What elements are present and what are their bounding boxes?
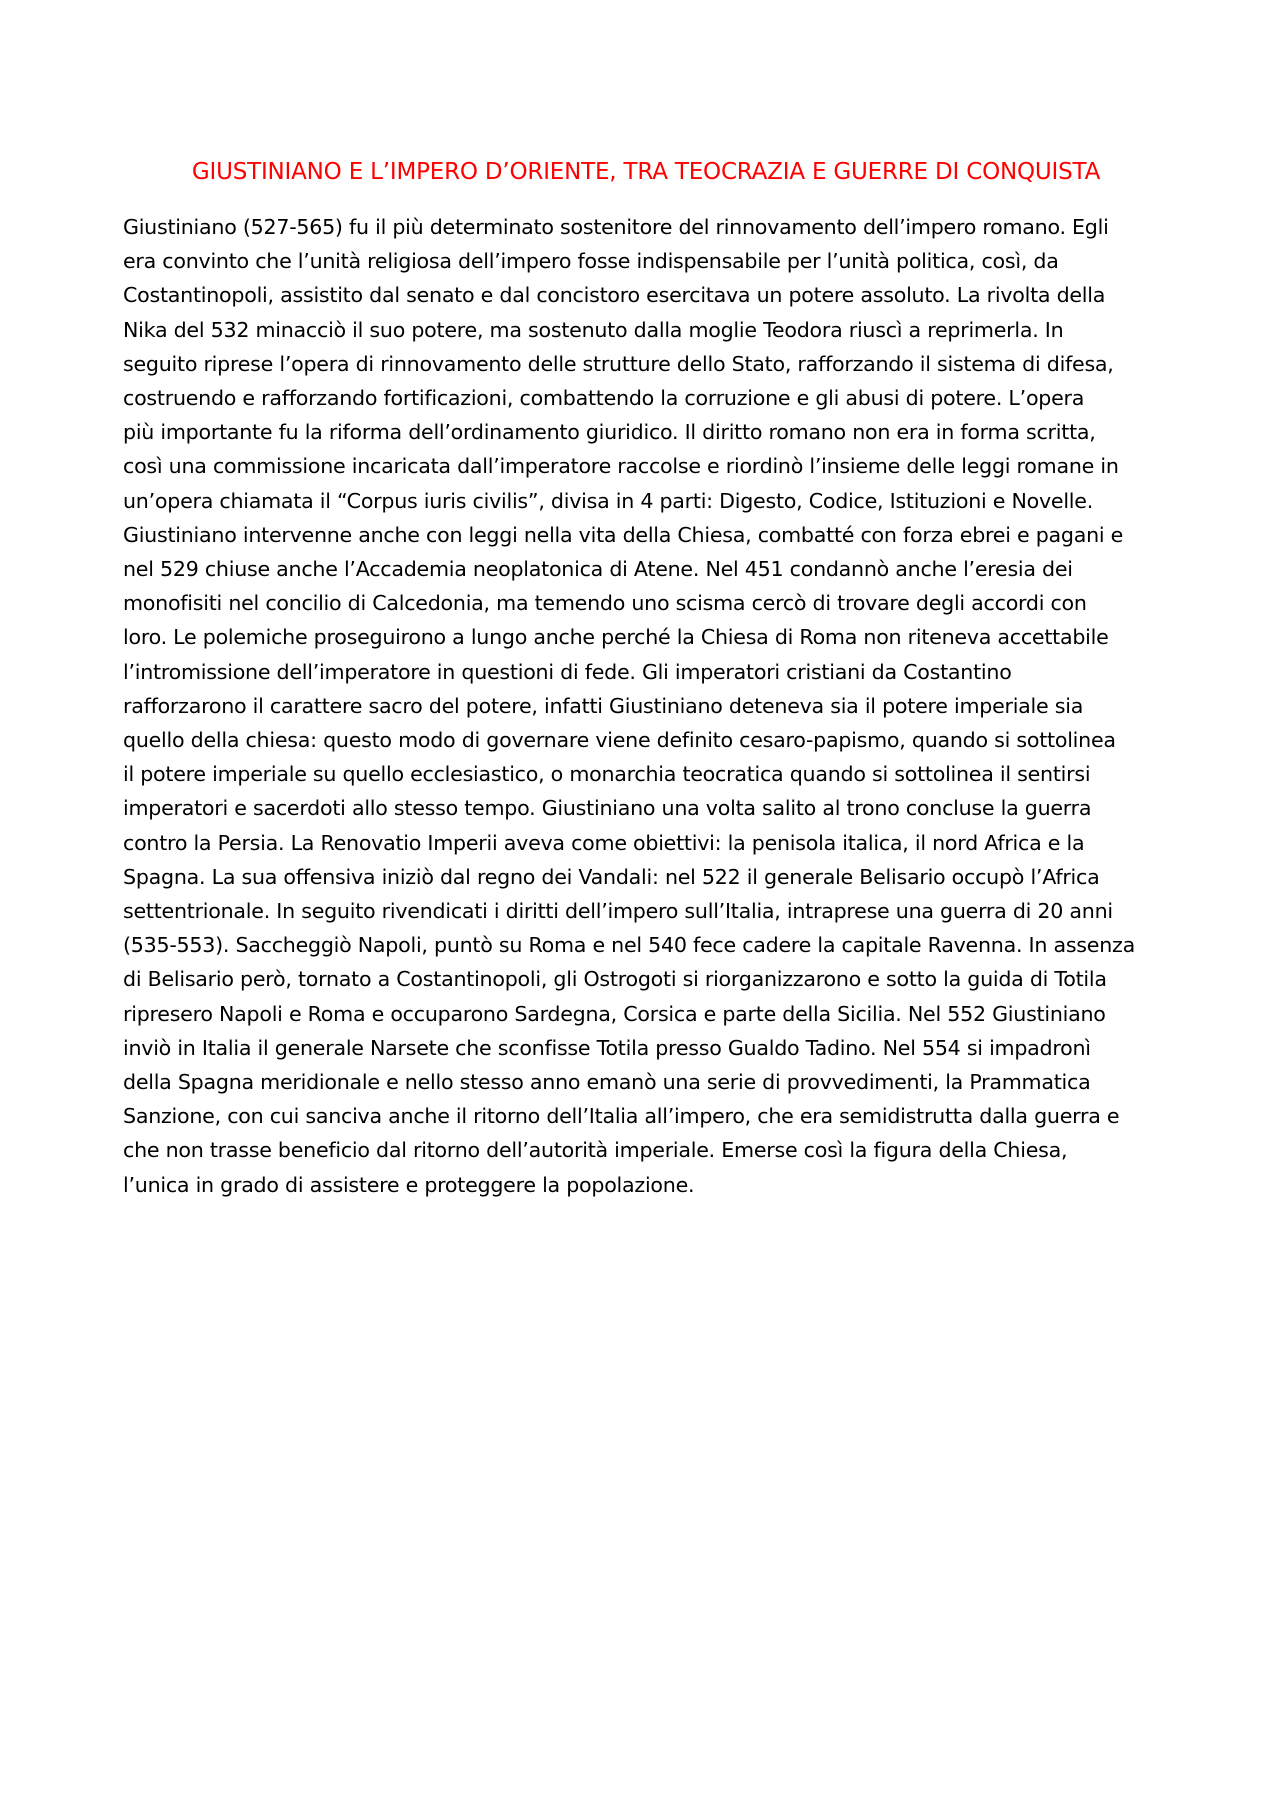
paragraph-line: il potere imperiale su quello ecclesiastico, o monarchia teocratica quando si sottolinea il sentirsi	[123, 762, 1091, 787]
paragraph-line: che non trasse beneficio dal ritorno dell’autorità imperiale. Emerse così la figura della Chiesa,	[123, 1138, 1068, 1163]
paragraph-line: così una commissione incaricata dall’imperatore raccolse e riordinò l’insieme delle leggi romane in	[123, 454, 1119, 479]
paragraph-line: Sanzione, con cui sanciva anche il ritorno dell’Italia all’impero, che era semidistrutta dalla guerra e	[123, 1104, 1120, 1129]
paragraph-line: Costantinopoli, assistito dal senato e dal concistoro esercitava un potere assoluto. La rivolta della	[123, 283, 1106, 308]
paragraph-line: monofisiti nel concilio di Calcedonia, ma temendo uno scisma cercò di trovare degli accordi con	[123, 591, 1087, 616]
paragraph-line: della Spagna meridionale e nello stesso anno emanò una serie di provvedimenti, la Prammatica	[123, 1070, 1091, 1095]
document-title: GIUSTINIANO E L’IMPERO D’ORIENTE, TRA TEOCRAZIA E GUERRE DI CONQUISTA	[191, 159, 1101, 185]
paragraph-line: contro la Persia. La Renovatio Imperii aveva come obiettivi: la penisola italica, il nord Africa e la	[123, 830, 1085, 855]
paragraph-line: ripresero Napoli e Roma e occuparono Sardegna, Corsica e parte della Sicilia. Nel 552 Giustiniano	[123, 1001, 1106, 1026]
paragraph-line: quello della chiesa: questo modo di governare viene definito cesaro-papismo, quando si sottolinea	[123, 728, 1116, 753]
paragraph-line: era convinto che l’unità religiosa dell’impero fosse indispensabile per l’unità politica, così, da	[123, 249, 1059, 274]
paragraph-line: imperatori e sacerdoti allo stesso tempo. Giustiniano una volta salito al trono concluse la guerra	[123, 796, 1092, 821]
paragraph-line: (535-553). Saccheggiò Napoli, puntò su Roma e nel 540 fece cadere la capitale Ravenna. In assenza	[123, 933, 1135, 958]
paragraph-line: seguito riprese l’opera di rinnovamento delle strutture dello Stato, rafforzando il sistema di difesa,	[123, 351, 1114, 376]
paragraph-line: rafforzarono il carattere sacro del potere, infatti Giustiniano deteneva sia il potere imperiale sia	[123, 693, 1084, 718]
paragraph-line: Nika del 532 minacciò il suo potere, ma sostenuto dalla moglie Teodora riuscì a reprimerla. In	[123, 317, 1064, 342]
paragraph-line: Giustiniano intervenne anche con leggi nella vita della Chiesa, combatté con forza ebrei e pagani e	[123, 522, 1124, 547]
paragraph-line: più importante fu la riforma dell’ordinamento giuridico. Il diritto romano non era in forma scritta,	[123, 420, 1096, 445]
paragraph-line: nel 529 chiuse anche l’Accademia neoplatonica di Atene. Nel 451 condannò anche l’eresia dei	[123, 557, 1073, 582]
paragraph-line: l’unica in grado di assistere e proteggere la popolazione.	[123, 1172, 695, 1197]
paragraph-line: l’intromissione dell’imperatore in questioni di fede. Gli imperatori cristiani da Costantino	[123, 659, 1012, 684]
document-body	[123, 210, 1173, 1202]
paragraph-line: inviò in Italia il generale Narsete che sconfisse Totila presso Gualdo Tadino. Nel 554 si impadronì	[123, 1035, 1091, 1060]
paragraph-line: un’opera chiamata il “Corpus iuris civilis”, divisa in 4 parti: Digesto, Codice, Istituzioni e Novelle.	[123, 488, 1093, 513]
paragraph-line: loro. Le polemiche proseguirono a lungo anche perché la Chiesa di Roma non riteneva accettabile	[123, 625, 1109, 650]
paragraph-line: costruendo e rafforzando fortificazioni, combattendo la corruzione e gli abusi di potere. L’opera	[123, 386, 1085, 411]
paragraph-line: di Belisario però, tornato a Costantinopoli, gli Ostrogoti si riorganizzarono e sotto la guida di Totila	[123, 967, 1107, 992]
paragraph-line: settentrionale. In seguito rivendicati i diritti dell’impero sull’Italia, intraprese una guerra di 20 anni	[123, 899, 1113, 924]
paragraph-line: Giustiniano (527-565) fu il più determinato sostenitore del rinnovamento dell’impero romano. Egli	[123, 215, 1109, 239]
paragraph-line: Spagna. La sua offensiva iniziò dal regno dei Vandali: nel 522 il generale Belisario occupò l’Africa	[123, 864, 1100, 889]
